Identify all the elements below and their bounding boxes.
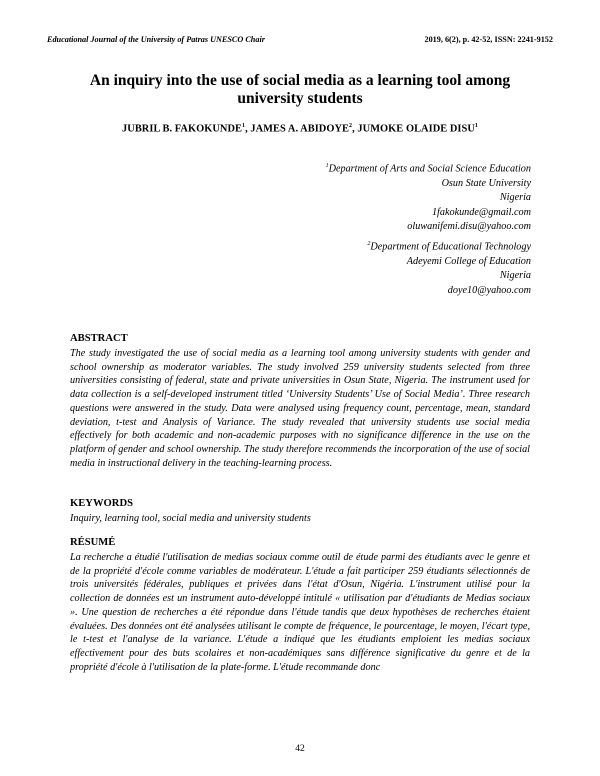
author-3-affiliation-mark: 1: [474, 123, 478, 129]
journal-citation: 2019, 6(2), p. 42-52, ISSN: 2241-9152: [424, 35, 553, 44]
affiliation-1-institution: Osun State University: [441, 177, 531, 189]
author-2-affiliation-mark: 2: [349, 123, 353, 129]
affiliation-2-department: $^2$Department of Educational Technology: [367, 241, 531, 253]
abstract-text: The study investigated the use of social media as a learning tool among university students with gender and school ownership as moderator variables. The study involved 259 university students selected from three universities consisting of federal, state and private universities in Osun State, Nigeria. The instrument used for data collection is a self-developed instrument titled ‘University Students’ Use of Social Media’. Three research questions were answered in the study. Data were analysed using frequency count, percentage, mean, standard deviation, t-test and Analysis of Variance. The study revealed that university students use social media effectively for both academic and non-academic purposes with no significance difference in the use on the platform of gender and school ownership. The study therefore recommends the incorporation of the use of social media in instructional delivery in the teaching-learning process.: [70, 348, 530, 469]
author-1: JUBRIL B. FAKOKUNDE: [122, 123, 242, 135]
affiliation-2-mark: 2: [367, 241, 371, 247]
affiliation-2-institution: Adeyemi College of Education: [406, 255, 531, 267]
affiliation-1-mark: 1: [325, 163, 329, 169]
keywords-text: Inquiry, learning tool, social media and university students: [70, 513, 311, 524]
author-1-affiliation-mark: 1: [242, 123, 246, 129]
affiliation-1-country: Nigeria: [499, 192, 531, 204]
page-number: 42: [295, 743, 305, 754]
affiliation-2: [367, 237, 531, 298]
author-2: JAMES A. ABIDOYE: [250, 123, 350, 135]
affiliation-1-email-1: 1fakokunde@gmail.com: [431, 206, 531, 218]
paper-title: [40, 72, 560, 108]
affiliation-2-email: doye10@yahoo.com: [447, 284, 531, 296]
resume-heading: RÉSUMÉ: [70, 537, 116, 548]
affiliation-1-department: $^1$Department of Arts and Social Science Education: [325, 163, 531, 175]
journal-name: Educational Journal of the University of Patras UNESCO Chair: [47, 35, 265, 44]
author-3: JUMOKE OLAIDE DISU: [357, 123, 475, 135]
paper-title-line-2: university students: [237, 90, 363, 107]
affiliation-2-country: Nigeria: [499, 270, 531, 282]
author-list: [40, 123, 560, 134]
abstract-heading: ABSTRACT: [70, 333, 128, 344]
affiliation-1-email-2: oluwanifemi.disu@yahoo.com: [407, 221, 531, 233]
resume-text: La recherche a étudié l'utilisation de medias sociaux comme outil de étude parmi des étudiants avec le genre et de la propriété d'école comme variables de modérateur. L'étude a fait participer 259 étudiants sélectionnés de trois universités fédérales, publiques et privées dans l'état d'Osun, Nigéria. L'instrument utilisé pour la collection de données est un instrument auto-développé intitulé « utilisation par d'étudiants de Medias sociaux ». Une question de recherches a été répondue dans l'étude tandis que deux hypothèses de recherches étaient évaluées. Des données ont été analysées utilisant le compte de fréquence, le pourcentage, le moyen, l'écart type, le t-test et l'analyse de la variance. L'étude a indiqué que les étudiants emploient les medias sociaux effectivement pour des buts scolaires et non-académiques sans différence significative du genre et de la propriété d'école à l'utilisation de la plate-forme. L'étude recommande donc: [70, 552, 530, 673]
author-separator-2: ,: [352, 123, 358, 135]
affiliation-1: [326, 159, 531, 234]
paper-title-line-1: An inquiry into the use of social media as a learning tool among: [89, 72, 511, 89]
keywords-heading: KEYWORDS: [70, 498, 133, 509]
author-separator-1: ,: [245, 123, 251, 135]
